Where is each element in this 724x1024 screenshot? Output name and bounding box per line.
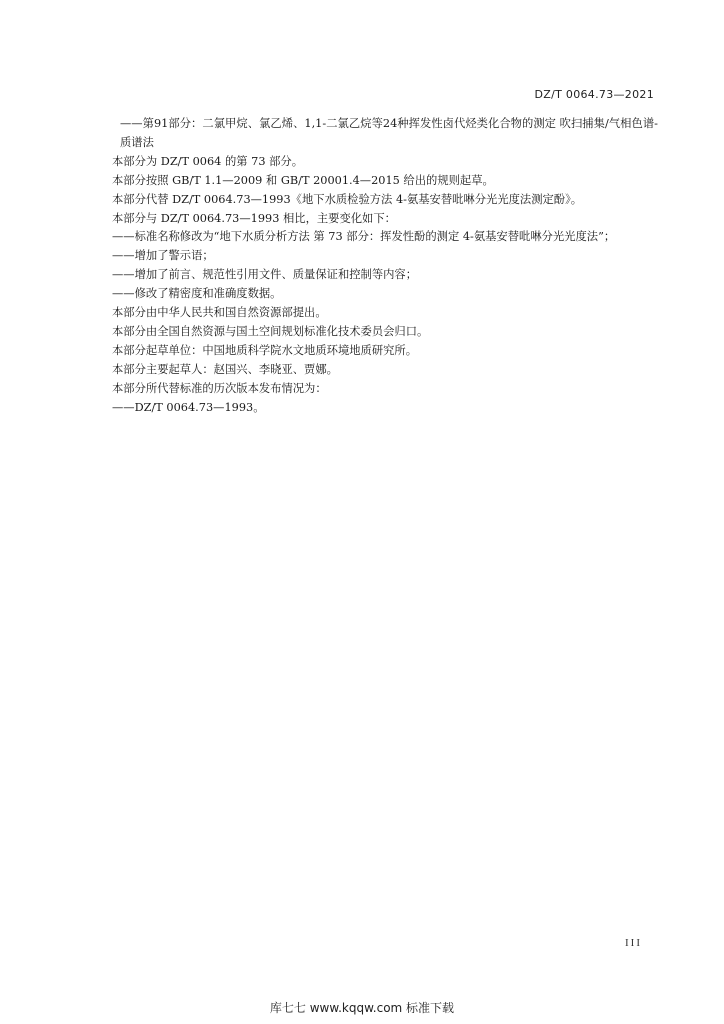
main-drafters: 本部分主要起草人：赵国兴、李晓亚、贾娜。 <box>112 362 338 376</box>
part-91-line: ——第91部分：二氯甲烷、氯乙烯、1,1-二氯乙烷等24种挥发性卤代烃类化合物的测定 吹扫捕集/气相色谱-质谱法 <box>120 117 658 149</box>
page-number: III <box>625 937 642 949</box>
drafting-rules-statement: 本部分按照 GB/T 1.1—2009 和 GB/T 20001.4—2015 给出的规则起草。 <box>112 173 494 187</box>
change-item-title: ——标准名称修改为“地下水质分析方法 第 73 部分：挥发性酚的测定 4-氨基安替吡啉分光光度法”； <box>112 230 616 244</box>
under-jurisdiction: 本部分由全国自然资源与国土空间规划标准化技术委员会归口。 <box>112 324 429 338</box>
change-item-warning: ——增加了警示语； <box>112 249 214 263</box>
replacement-statement: 本部分代替 DZ/T 0064.73—1993《地下水质检验方法 4-氨基安替吡啉分光光度法测定酚》。 <box>112 192 583 206</box>
standard-code-header: DZ/T 0064.73—2021 <box>534 88 654 101</box>
change-item-precision: ——修改了精密度和准确度数据。 <box>112 287 282 301</box>
drafting-organization: 本部分起草单位：中国地质科学院水文地质环境地质研究所。 <box>112 343 418 357</box>
part-statement: 本部分为 DZ/T 0064 的第 73 部分。 <box>112 154 303 168</box>
footer-watermark: 库七七 www.kqqw.com 标准下载 <box>269 1001 455 1015</box>
foreword-body <box>88 115 658 418</box>
change-item-content: ——增加了前言、规范性引用文件、质量保证和控制等内容； <box>112 268 418 282</box>
previous-edition-item: ——DZ/T 0064.73—1993。 <box>112 400 265 414</box>
proposed-by: 本部分由中华人民共和国自然资源部提出。 <box>112 306 327 320</box>
previous-editions-intro: 本部分所代替标准的历次版本发布情况为： <box>112 381 327 395</box>
changes-intro: 本部分与 DZ/T 0064.73—1993 相比，主要变化如下： <box>112 211 396 225</box>
